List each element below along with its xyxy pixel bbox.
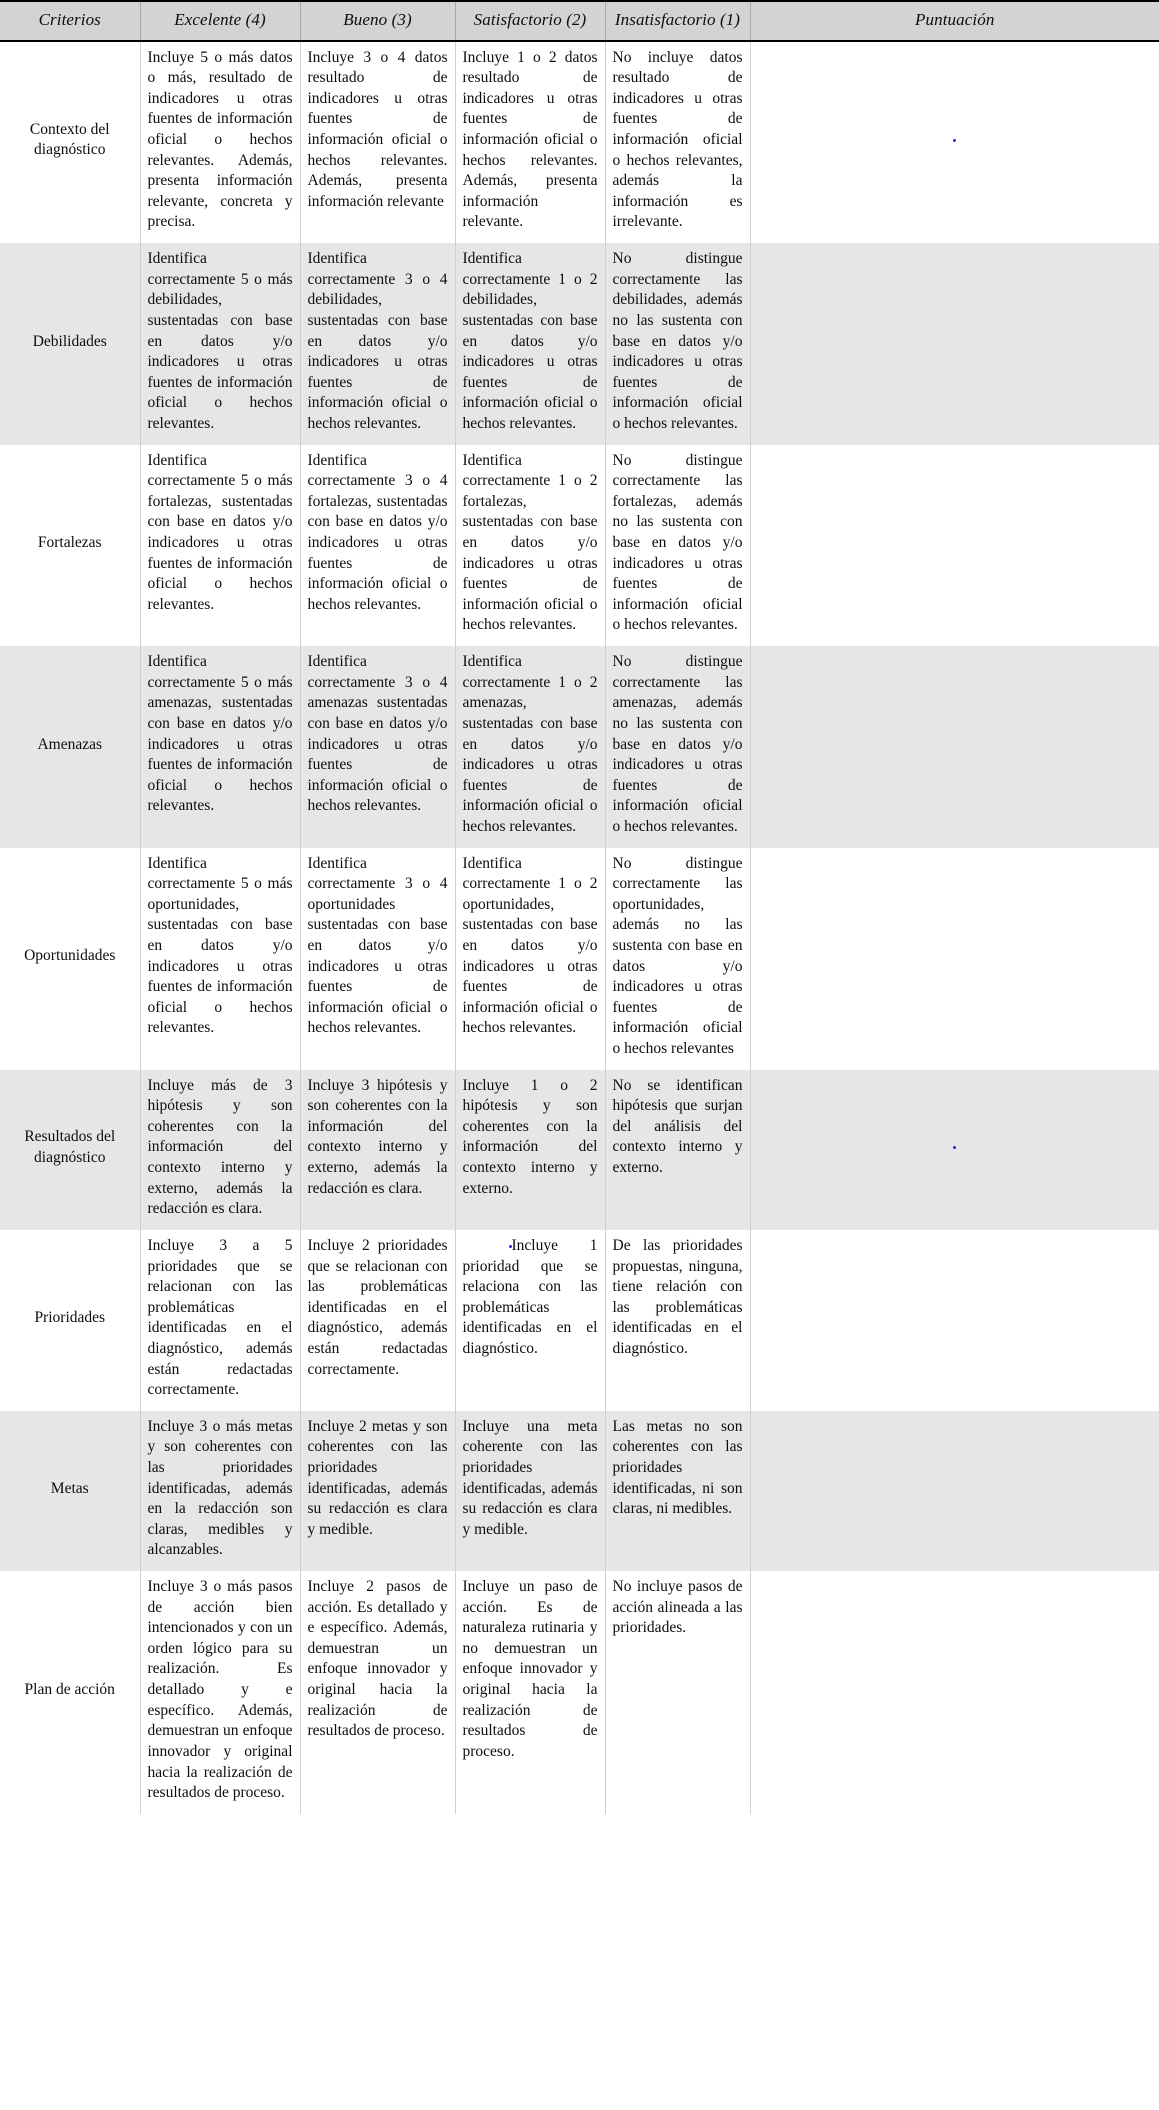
level-cell-satisfactorio[interactable]: Incluye 1 o 2 hipótesis y son coherentes con la información del contexto interno y externo. bbox=[455, 1070, 605, 1230]
table-header bbox=[0, 1, 1159, 41]
level-cell-satisfactorio[interactable]: Incluye 1 prioridad que se relaciona con las problemáticas identificadas en el diagnóstico. bbox=[455, 1230, 605, 1411]
table-row bbox=[0, 1230, 1159, 1411]
level-cell-bueno[interactable]: Identifica correctamente 3 o 4 debilidades, sustentadas con base en datos y/o indicadores u otras fuentes de información oficial o hechos relevantes. bbox=[300, 243, 455, 444]
criterion-label: Metas bbox=[0, 1411, 140, 1571]
level-cell-bueno[interactable]: Identifica correctamente 3 o 4 fortalezas, sustentadas con base en datos y/o indicadores u otras fuentes de información oficial o hechos relevantes. bbox=[300, 445, 455, 646]
level-cell-bueno[interactable]: Incluye 2 pasos de acción. Es detallado y e específico. Además, demuestran un enfoque innovador y original hacia la realización de resultados de proceso. bbox=[300, 1571, 455, 1814]
level-cell-insatisfactorio[interactable]: No se identifican hipótesis que surjan del análisis del contexto interno y externo. bbox=[605, 1070, 750, 1230]
level-cell-satisfactorio[interactable]: Incluye 1 o 2 datos resultado de indicadores u otras fuentes de información oficial o hechos relevantes. Además, presenta información relevante. bbox=[455, 41, 605, 243]
score-cell[interactable] bbox=[750, 848, 1159, 1070]
score-cell[interactable] bbox=[750, 243, 1159, 444]
header-row bbox=[0, 1, 1159, 41]
criterion-label: Resultados del diagnóstico bbox=[0, 1070, 140, 1230]
score-cell[interactable] bbox=[750, 1571, 1159, 1814]
table-row bbox=[0, 445, 1159, 646]
level-cell-excelente[interactable]: Incluye más de 3 hipótesis y son coherentes con la información del contexto interno y externo, además la redacción es clara. bbox=[140, 1070, 300, 1230]
level-cell-bueno[interactable]: Incluye 3 o 4 datos resultado de indicadores u otras fuentes de información oficial o hechos relevantes. Además, presenta información relevante bbox=[300, 41, 455, 243]
level-cell-excelente[interactable]: Incluye 3 o más metas y son coherentes con las prioridades identificadas, además en la redacción son claras, medibles y alcanzables. bbox=[140, 1411, 300, 1571]
level-cell-insatisfactorio[interactable]: De las prioridades propuestas, ninguna, tiene relación con las problemáticas identificadas en el diagnóstico. bbox=[605, 1230, 750, 1411]
level-cell-satisfactorio[interactable]: Identifica correctamente 1 o 2 oportunidades, sustentadas con base en datos y/o indicadores u otras fuentes de información oficial o hechos relevantes. bbox=[455, 848, 605, 1070]
level-cell-satisfactorio[interactable]: Incluye un paso de acción. Es de naturaleza rutinaria y no demuestran un enfoque innovador y original hacia la realización de resultados de proceso. bbox=[455, 1571, 605, 1814]
level-cell-bueno[interactable]: Incluye 3 hipótesis y son coherentes con la información del contexto interno y externo, además la redacción es clara. bbox=[300, 1070, 455, 1230]
table-row bbox=[0, 41, 1159, 243]
score-cell[interactable] bbox=[750, 41, 1159, 243]
score-mark-dot bbox=[953, 1146, 956, 1149]
level-cell-insatisfactorio[interactable]: Las metas no son coherentes con las prioridades identificadas, ni son claras, ni medibles. bbox=[605, 1411, 750, 1571]
level-cell-satisfactorio[interactable]: Identifica correctamente 1 o 2 amenazas, sustentadas con base en datos y/o indicadores u otras fuentes de información oficial o hechos relevantes. bbox=[455, 646, 605, 847]
level-cell-bueno[interactable]: Incluye 2 prioridades que se relacionan con las problemáticas identificadas en el diagnóstico, además están redactadas correctamente. bbox=[300, 1230, 455, 1411]
table-row bbox=[0, 1070, 1159, 1230]
column-header-puntuacion: Puntuación bbox=[750, 1, 1159, 41]
level-cell-excelente[interactable]: Identifica correctamente 5 o más debilidades, sustentadas con base en datos y/o indicadores u otras fuentes de información oficial o hechos relevantes. bbox=[140, 243, 300, 444]
table-row bbox=[0, 243, 1159, 444]
criterion-label: Fortalezas bbox=[0, 445, 140, 646]
level-cell-insatisfactorio[interactable]: No incluye pasos de acción alineada a las prioridades. bbox=[605, 1571, 750, 1814]
column-header-bueno: Bueno (3) bbox=[300, 1, 455, 41]
criterion-label: Plan de acción bbox=[0, 1571, 140, 1814]
level-cell-excelente[interactable]: Identifica correctamente 5 o más amenazas, sustentadas con base en datos y/o indicadores u otras fuentes de información oficial o hechos relevantes. bbox=[140, 646, 300, 847]
level-mark-dot bbox=[509, 1245, 512, 1248]
column-header-criterios: Criterios bbox=[0, 1, 140, 41]
level-cell-satisfactorio[interactable]: Incluye una meta coherente con las prioridades identificadas, además su redacción es clara y medible. bbox=[455, 1411, 605, 1571]
level-cell-excelente[interactable]: Identifica correctamente 5 o más oportunidades, sustentadas con base en datos y/o indicadores u otras fuentes de información oficial o hechos relevantes. bbox=[140, 848, 300, 1070]
table-row bbox=[0, 646, 1159, 847]
table-body bbox=[0, 41, 1159, 1814]
score-cell[interactable] bbox=[750, 445, 1159, 646]
criterion-label: Prioridades bbox=[0, 1230, 140, 1411]
level-cell-bueno[interactable]: Identifica correctamente 3 o 4 oportunidades sustentadas con base en datos y/o indicadores u otras fuentes de información oficial o hechos relevantes. bbox=[300, 848, 455, 1070]
score-mark-dot bbox=[953, 139, 956, 142]
level-cell-insatisfactorio[interactable]: No distingue correctamente las debilidades, además no las sustenta con base en datos y/o indicadores u otras fuentes de información oficial o hechos relevantes. bbox=[605, 243, 750, 444]
level-cell-bueno[interactable]: Identifica correctamente 3 o 4 amenazas sustentadas con base en datos y/o indicadores u otras fuentes de información oficial o hechos relevantes. bbox=[300, 646, 455, 847]
level-cell-excelente[interactable]: Incluye 5 o más datos o más, resultado de indicadores u otras fuentes de información oficial o hechos relevantes. Además, presenta información relevante, concreta y precisa. bbox=[140, 41, 300, 243]
score-cell[interactable] bbox=[750, 1070, 1159, 1230]
level-cell-excelente[interactable]: Incluye 3 o más pasos de acción bien intencionados y con un orden lógico para su realización. Es detallado y e específico. Además, demuestran un enfoque innovador y original hacia la realización de resultados de proceso. bbox=[140, 1571, 300, 1814]
table-row bbox=[0, 1571, 1159, 1814]
level-cell-excelente[interactable]: Identifica correctamente 5 o más fortalezas, sustentadas con base en datos y/o indicadores u otras fuentes de información oficial o hechos relevantes. bbox=[140, 445, 300, 646]
level-cell-satisfactorio[interactable]: Identifica correctamente 1 o 2 fortalezas, sustentadas con base en datos y/o indicadores u otras fuentes de información oficial o hechos relevantes. bbox=[455, 445, 605, 646]
criterion-label: Contexto del diagnóstico bbox=[0, 41, 140, 243]
level-cell-insatisfactorio[interactable]: No incluye datos resultado de indicadores u otras fuentes de información oficial o hechos relevantes, además la información es irrelevante. bbox=[605, 41, 750, 243]
score-cell[interactable] bbox=[750, 1411, 1159, 1571]
table-row bbox=[0, 1411, 1159, 1571]
criterion-label: Amenazas bbox=[0, 646, 140, 847]
criterion-label: Debilidades bbox=[0, 243, 140, 444]
level-cell-insatisfactorio[interactable]: No distingue correctamente las amenazas, además no las sustenta con base en datos y/o indicadores u otras fuentes de información oficial o hechos relevantes. bbox=[605, 646, 750, 847]
score-cell[interactable] bbox=[750, 1230, 1159, 1411]
level-cell-bueno[interactable]: Incluye 2 metas y son coherentes con las prioridades identificadas, además su redacción es clara y medible. bbox=[300, 1411, 455, 1571]
level-cell-excelente[interactable]: Incluye 3 a 5 prioridades que se relacionan con las problemáticas identificadas en el diagnóstico, además están redactadas correctamente. bbox=[140, 1230, 300, 1411]
score-cell[interactable] bbox=[750, 646, 1159, 847]
column-header-satisfactorio: Satisfactorio (2) bbox=[455, 1, 605, 41]
table-row bbox=[0, 848, 1159, 1070]
level-cell-insatisfactorio[interactable]: No distingue correctamente las oportunidades, además no las sustenta con base en datos y/o indicadores u otras fuentes de información oficial o hechos relevantes bbox=[605, 848, 750, 1070]
level-cell-satisfactorio[interactable]: Identifica correctamente 1 o 2 debilidades, sustentadas con base en datos y/o indicadores u otras fuentes de información oficial o hechos relevantes. bbox=[455, 243, 605, 444]
column-header-insatisfactorio: Insatisfactorio (1) bbox=[605, 1, 750, 41]
criterion-label: Oportunidades bbox=[0, 848, 140, 1070]
column-header-excelente: Excelente (4) bbox=[140, 1, 300, 41]
level-cell-insatisfactorio[interactable]: No distingue correctamente las fortalezas, además no las sustenta con base en datos y/o indicadores u otras fuentes de información oficial o hechos relevantes. bbox=[605, 445, 750, 646]
